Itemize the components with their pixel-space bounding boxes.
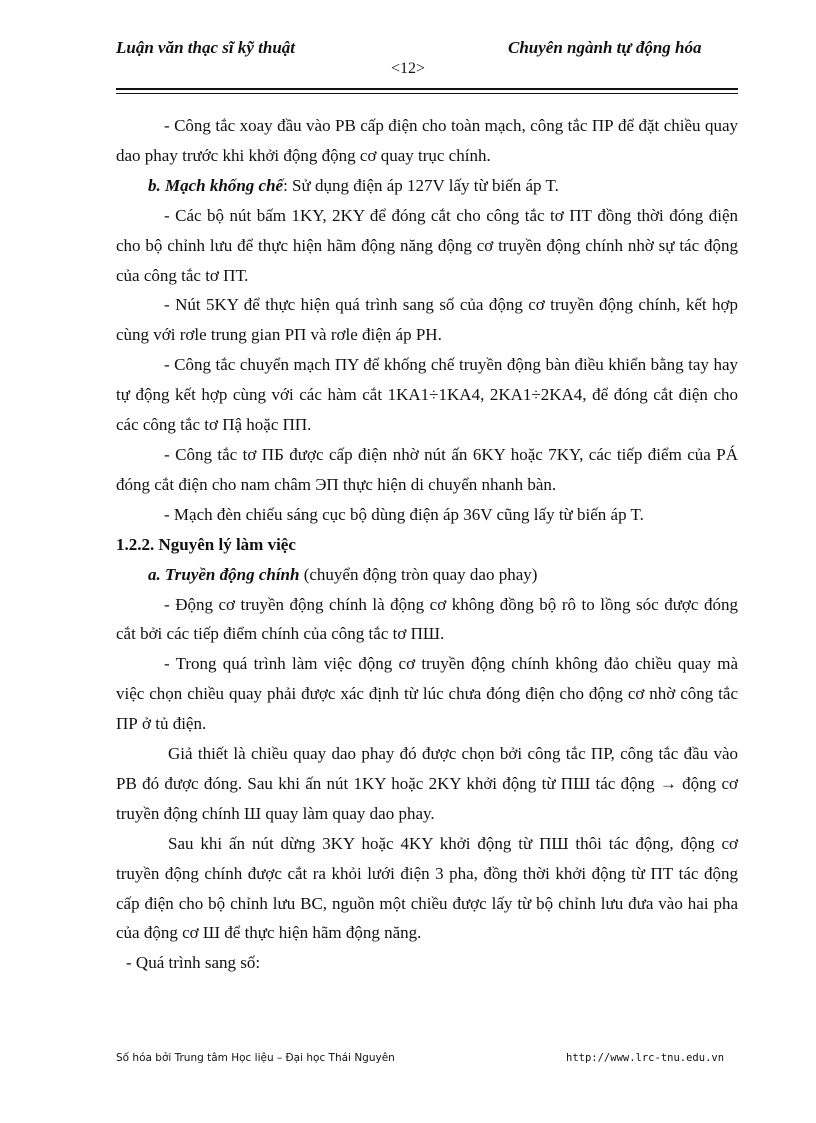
main-drive-text: (chuyển động tròn quay dao phay)	[299, 564, 538, 584]
paragraph-assumption: Giả thiết là chiều quay dao phay đó được chọn bởi công tắc ПР, công tắc đầu vào PB đó được đóng. Sau khi ấn nút 1KY hoặc 2KY khởi động từ ПШ tác động → động cơ truyền động chính Ш quay làm quay dao phay.	[116, 744, 738, 823]
subheading-main-drive: a. Truyền động chính	[148, 564, 300, 584]
paragraph-contactor-pb: - Công tắc tơ ПБ được cấp điện nhờ nút ấn 6KY hoặc 7KY, các tiếp điểm của PÁ đóng cắt điện cho nam châm ЭП thực hiện di chuyển nhanh bàn.	[116, 444, 738, 494]
paragraph-gear-shift: - Quá trình sang số:	[126, 953, 261, 973]
paragraph-input-switch: - Công tắc xoay đầu vào PB cấp điện cho toàn mạch, công tắc ПР để đặt chiều quay dao phay trước khi khởi động động cơ quay trục chính.	[116, 116, 738, 165]
paragraph-control-circuit	[116, 171, 738, 201]
header-thesis-title: Luận văn thạc sĩ kỹ thuật	[116, 38, 296, 57]
control-circuit-text: : Sử dụng điện áp 127V lấy từ biến áp T.	[283, 175, 559, 195]
footer-url[interactable]: http://www.lrc-tnu.edu.vn	[566, 1052, 725, 1064]
footer-digitized-by: Số hóa bởi Trung tâm Học liệu – Đại học Thái Nguyên	[116, 1052, 395, 1064]
paragraph-main-motor: - Động cơ truyền động chính là động cơ không đồng bộ rô to lồng sóc được đóng cắt bởi các tiếp điểm chính của công tắc tơ ПШ.	[116, 594, 738, 644]
page-body	[116, 111, 738, 978]
paragraph-buttons-1ky-2ky: - Các bộ nút bấm 1KY, 2KY để đóng cắt cho công tắc tơ ПТ đồng thời đóng điện cho bộ chỉnh lưu để thực hiện hãm động năng động cơ truyền động chính nhờ sự tác động của công tắc tơ ПТ.	[116, 205, 738, 285]
paragraph-switch-py: - Công tắc chuyển mạch ПY để khống chế truyền động bàn điều khiển bằng tay hay tự động kết hợp cùng với các hàm cắt 1KA1÷1KA4, 2KA1÷2KA4, để đóng cắt điện cho các công tắc tơ Пậ hoặc ПП.	[116, 355, 738, 435]
paragraph-main-drive	[116, 560, 738, 590]
page-number: <12>	[390, 60, 426, 77]
subheading-control-circuit: b. Mạch khống chế	[148, 175, 284, 195]
paragraph-rotation-direction: - Trong quá trình làm việc động cơ truyền động chính không đảo chiều quay mà việc chọn chiều quay phải được xác định từ lúc chưa đóng điện cho động cơ nhờ công tắc ПР ở tủ điện.	[116, 654, 738, 734]
paragraph-stop-braking: Sau khi ấn nút dừng 3KY hoặc 4KY khởi động từ ПШ thôi tác động, động cơ truyền động chính được cắt ra khỏi lưới điện 3 pha, đồng thời khởi động từ ПТ tác động cấp điện cho bộ chỉnh lưu BC, nguồn một chiều được lấy từ bộ chỉnh lưu đưa vào hai pha của động cơ Ш để thực hiện hãm động năng.	[116, 833, 738, 943]
header-major: Chuyên ngành tự động hóa	[508, 38, 702, 57]
header-rule-thick	[116, 88, 738, 90]
section-heading-operating-principle: 1.2.2. Nguyên lý làm việc	[116, 534, 296, 554]
paragraph-lighting-circuit: - Mạch đèn chiếu sáng cục bộ dùng điện áp 36V cũng lấy từ biến áp T.	[164, 504, 644, 524]
paragraph-button-5ky: - Nút 5KY để thực hiện quá trình sang số của động cơ truyền động chính, kết hợp cùng với rơle trung gian РП và rơle điện áp PH.	[116, 295, 738, 345]
header-rule-thin	[116, 93, 738, 94]
